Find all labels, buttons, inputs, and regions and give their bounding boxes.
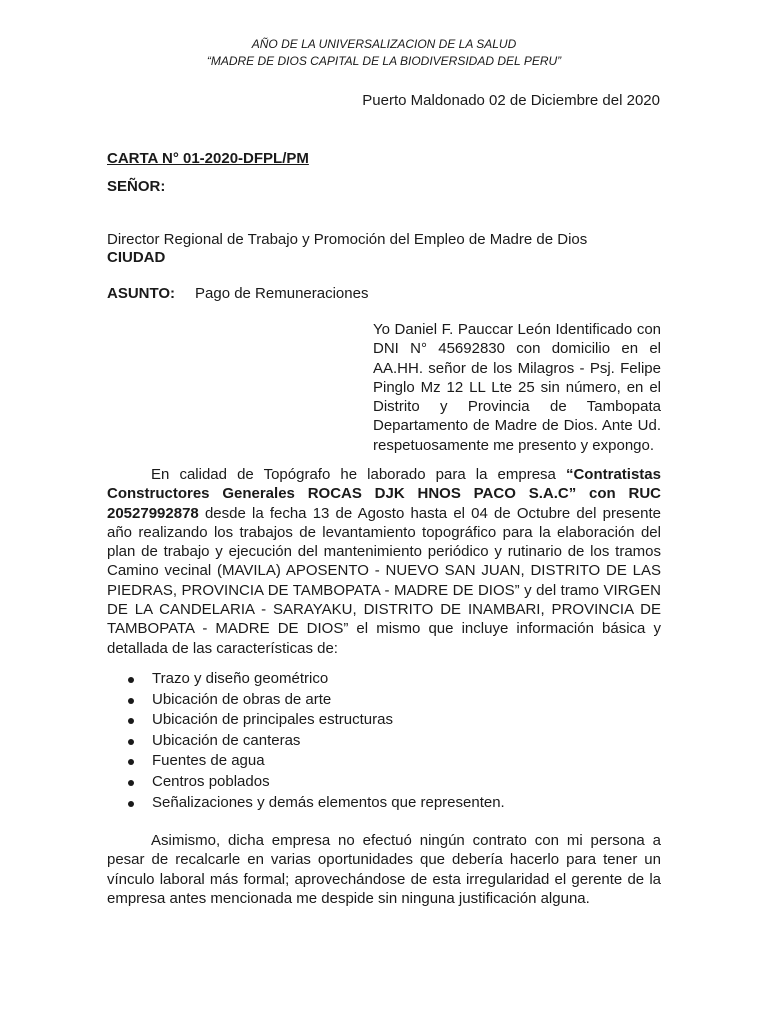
- bullet-icon: [128, 739, 134, 745]
- list-item: [107, 669, 505, 690]
- bullet-icon: [128, 718, 134, 724]
- list-item-text: Centros poblados: [152, 772, 270, 790]
- bullet-icon: [128, 698, 134, 704]
- bullet-icon: [128, 677, 134, 683]
- subject-text: Pago de Remuneraciones: [195, 285, 369, 302]
- list-item-text: Señalizaciones y demás elementos que representen.: [152, 793, 505, 811]
- recipient-block: [107, 231, 587, 267]
- header-line-1: AÑO DE LA UNIVERSALIZACION DE LA SALUD: [251, 37, 517, 51]
- recipient-city: CIUDAD: [107, 249, 166, 266]
- list-item: [107, 731, 505, 752]
- paragraph-1-part-1: En calidad de Topógrafo he laborado para la empresa: [151, 466, 566, 483]
- body-paragraph-1: [107, 465, 661, 658]
- recipient-name: Director Regional de Trabajo y Promoción del Empleo de Madre de Dios: [107, 231, 588, 248]
- letter-header: [0, 36, 768, 70]
- paragraph-1-part-2: desde la fecha 13 de Agosto hasta el 04 de Octubre del presente año realizando los trabajos de levantamiento topográfico para la elaboración del plan de trabajo y ejecución del mantenimiento periódico y rutinario de los tramos Camino vecinal (MAVILA) APOSENTO - NUEVO SAN JUAN, DISTRITO DE LAS PIEDRAS, PROVINCIA DE TAMBOPATA - MADRE DE DIOS” y del tramo VIRGEN DE LA CANDELARIA - SARAYAKU, DISTRITO DE INAMBARI, PROVINCIA DE TAMBOPATA - MADRE DE DIOS” el mismo que incluye información básica y detallada de las características de:: [107, 504, 661, 657]
- list-item-text: Ubicación de obras de arte: [152, 690, 332, 708]
- list-item: [107, 793, 505, 814]
- bullet-icon: [128, 759, 134, 765]
- bullet-icon: [128, 801, 134, 807]
- body-paragraph-2: Asimismo, dicha empresa no efectuó ningún contrato con mi persona a pesar de recalcarle en varias oportunidades que debería hacerlo para tener un vínculo laboral más formal; aprovechándose de esta irregularidad el gerente de la empresa antes mencionada me despide sin ninguna justificación alguna.: [107, 832, 661, 907]
- subject-label: ASUNTO:: [107, 285, 176, 302]
- list-item-text: Trazo y diseño geométrico: [152, 670, 329, 687]
- salutation: SEÑOR:: [107, 178, 166, 195]
- company-name: “Contratistas Constructores Generales ROCAS DJK HNOS PACO S.A.C” con RUC 20527992878: [107, 466, 661, 522]
- letter-number: CARTA N° 01-2020-DFPL/PM: [107, 150, 309, 167]
- subject-line: [107, 285, 368, 302]
- header-line-2: “MADRE DE DIOS CAPITAL DE LA BIODIVERSIDAD DEL PERU”: [206, 54, 562, 68]
- list-item-text: Fuentes de agua: [152, 752, 265, 770]
- list-item: [107, 710, 505, 731]
- list-item-text: Ubicación de principales estructuras: [152, 711, 393, 729]
- list-item: [107, 690, 505, 711]
- list-item: [107, 772, 505, 793]
- intro-paragraph: Yo Daniel F. Pauccar León Identificado con DNI N° 45692830 con domicilio en el AA.HH. señor de los Milagros - Psj. Felipe Pinglo Mz 12 LL Lte 25 sin número, en el Distrito y Provincia de Tambopata Departamento de Madre de Dios. Ante Ud. respetuosamente me presento y expongo.: [373, 321, 661, 454]
- list-item: [107, 751, 505, 772]
- bullet-icon: [128, 780, 134, 786]
- letter-date: Puerto Maldonado 02 de Diciembre del 2020: [362, 92, 660, 109]
- characteristics-list: [107, 669, 505, 813]
- list-item-text: Ubicación de canteras: [152, 731, 301, 749]
